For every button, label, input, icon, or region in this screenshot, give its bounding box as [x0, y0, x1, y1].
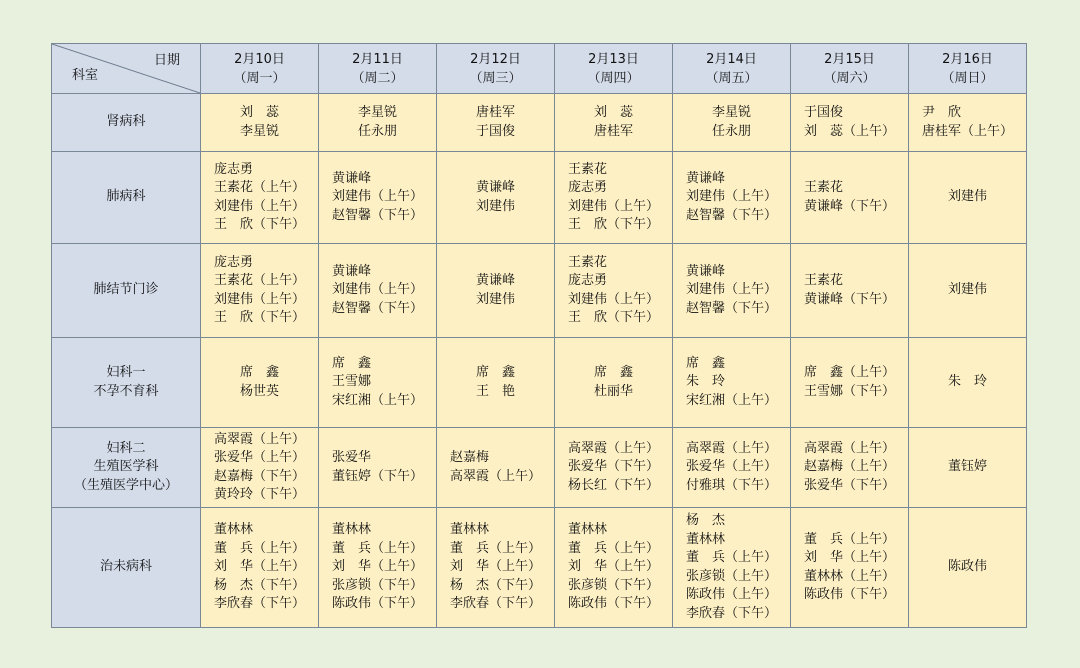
doctor-list: [332, 355, 423, 411]
doctor-entry: 刘建伟（上午）: [685, 282, 777, 298]
doctor-entry: 杨 杰（下午）: [213, 577, 305, 593]
department-name: [52, 152, 201, 244]
day-date: 2月11日: [352, 51, 403, 67]
doctor-entry: 李欣春（下午）: [685, 605, 777, 621]
doctor-list: [214, 431, 305, 505]
department-name-lines: [106, 188, 145, 207]
doctor-list: [686, 263, 777, 319]
schedule-cell: [437, 428, 555, 508]
doctor-entry: 于国俊: [803, 105, 843, 120]
doctor-entry: 黄谦峰（下午）: [803, 198, 895, 214]
schedule-cell: [791, 508, 909, 628]
schedule-cell: [319, 338, 437, 428]
schedule-cell: [201, 94, 319, 152]
schedule-cell: [909, 428, 1027, 508]
doctor-entry: 刘 华（上午）: [449, 559, 541, 575]
doctor-entry: 刘建伟（上午）: [567, 198, 659, 214]
doctor-entry: 赵智馨（下午）: [331, 207, 423, 223]
doctor-entry: 刘建伟（上午）: [213, 198, 305, 214]
schedule-cell: [319, 244, 437, 338]
doctor-entry: 王素花: [567, 254, 607, 270]
doctor-entry: 赵嘉梅（上午）: [803, 459, 895, 475]
doctor-entry: 唐桂军: [593, 123, 633, 139]
department-name-line: 不孕不育科: [93, 383, 159, 399]
schedule-cell: [673, 338, 791, 428]
doctor-entry: 刘 华（上午）: [213, 559, 305, 575]
doctor-entry: 李欣春（下午）: [213, 596, 305, 612]
doctor-entry: 王 欣（下午）: [213, 310, 305, 325]
doctor-entry: 庞志勇: [213, 254, 253, 270]
department-row: [52, 152, 1027, 244]
doctor-entry: 杨世英: [239, 383, 279, 399]
day-header: [437, 44, 555, 94]
day-weekday: （周四）: [587, 70, 640, 86]
schedule-cell: [201, 508, 319, 628]
doctor-entry: 任永朋: [357, 123, 397, 139]
doctor-entry: 董林林: [449, 522, 489, 538]
doctor-entry: 庞志勇: [567, 273, 607, 288]
department-name: [52, 428, 201, 508]
department-row: [52, 428, 1027, 508]
doctor-entry: 董 兵（上午）: [449, 540, 541, 556]
schedule-cell: [201, 428, 319, 508]
doctor-entry: 黄谦峰: [331, 263, 371, 279]
department-name-line: 妇科一: [106, 365, 146, 380]
doctor-entry: 赵智馨（下午）: [685, 300, 777, 316]
doctor-entry: 尹 欣: [921, 105, 961, 120]
day-date: 2月13日: [588, 51, 639, 67]
schedule-cell: [791, 152, 909, 244]
doctor-list: [240, 104, 279, 141]
day-weekday: （周三）: [469, 70, 522, 86]
doctor-list: [948, 373, 987, 392]
day-header: [555, 44, 673, 94]
doctor-list: [804, 179, 895, 216]
doctor-entry: 席 鑫: [475, 365, 515, 380]
doctor-list: [240, 364, 279, 401]
doctor-entry: 席 鑫: [239, 365, 279, 380]
doctor-entry: 董林林: [685, 531, 725, 547]
doctor-entry: 庞志勇: [213, 161, 253, 177]
department-name-line: 妇科二: [106, 440, 146, 456]
doctor-entry: 王 欣（下午）: [213, 217, 305, 232]
schedule-cell: [319, 428, 437, 508]
department-name-lines: [100, 558, 152, 577]
schedule-cell: [319, 508, 437, 628]
doctor-entry: 赵嘉梅（下午）: [213, 468, 305, 484]
department-row: [52, 338, 1027, 428]
doctor-entry: 黄谦峰: [685, 263, 725, 279]
doctor-list: [804, 364, 895, 401]
doctor-entry: 高翠霞（上午）: [685, 440, 777, 456]
schedule-cell: [319, 152, 437, 244]
doctor-entry: 黄谦峰（下午）: [803, 291, 895, 307]
department-name: [52, 244, 201, 338]
doctor-list: [450, 521, 541, 614]
date-column-label: 日期: [153, 53, 180, 68]
doctor-list: [594, 104, 633, 141]
doctor-entry: 陈政伟（上午）: [685, 587, 777, 602]
schedule-cell: [673, 152, 791, 244]
doctor-entry: 张彦锁（上午）: [685, 568, 777, 584]
doctor-entry: 席 鑫: [331, 355, 371, 371]
doctor-list: [568, 254, 659, 328]
doctor-entry: 刘 蕊: [593, 105, 633, 120]
doctor-entry: 董 兵（上午）: [803, 531, 895, 547]
schedule-cell: [201, 244, 319, 338]
schedule-cell: [909, 94, 1027, 152]
doctor-entry: 董钰婷（下午）: [331, 468, 423, 484]
day-date: 2月16日: [942, 51, 993, 67]
department-row: [52, 94, 1027, 152]
doctor-entry: 李星锐: [239, 123, 279, 139]
schedule-cell: [437, 338, 555, 428]
doctor-entry: 黄谦峰: [475, 180, 515, 195]
doctor-entry: 高翠霞（上午）: [803, 440, 895, 456]
schedule-cell: [909, 338, 1027, 428]
schedule-cell: [909, 244, 1027, 338]
doctor-entry: 刘建伟（上午）: [331, 282, 423, 298]
doctor-list: [568, 440, 659, 496]
doctor-entry: 董钰婷: [947, 459, 987, 475]
doctor-list: [332, 263, 423, 319]
schedule-cell: [319, 94, 437, 152]
doctor-entry: 朱 玲: [947, 374, 987, 390]
doctor-entry: 王素花: [803, 180, 843, 195]
doctor-entry: 张爱华（上午）: [213, 450, 305, 465]
doctor-entry: 王素花: [567, 161, 607, 177]
doctor-entry: 黄谦峰: [685, 170, 725, 186]
department-name-line: 肺病科: [106, 189, 146, 205]
doctor-entry: 刘 蕊（上午）: [803, 123, 895, 139]
doctor-entry: 王 欣（下午）: [567, 217, 659, 232]
schedule-cell: [201, 338, 319, 428]
doctor-list: [476, 179, 515, 216]
department-name-lines: [74, 440, 178, 496]
doctor-list: [804, 104, 895, 141]
doctor-entry: 刘建伟: [475, 198, 515, 214]
doctor-entry: 张爱华（下午）: [803, 477, 895, 493]
department-name-line: （生殖医学中心）: [73, 477, 178, 493]
doctor-list: [332, 449, 423, 486]
doctor-entry: 刘建伟: [475, 291, 515, 307]
doctor-entry: 陈政伟（下午）: [331, 596, 423, 612]
doctor-list: [686, 355, 777, 411]
schedule-cell: [555, 428, 673, 508]
doctor-entry: 刘 华（上午）: [803, 550, 895, 565]
schedule-cell: [673, 508, 791, 628]
doctor-entry: 刘建伟: [947, 189, 987, 205]
schedule-cell: [437, 244, 555, 338]
schedule-cell: [791, 244, 909, 338]
doctor-entry: 席 鑫（上午）: [803, 365, 895, 380]
doctor-entry: 高翠霞（上午）: [567, 440, 659, 456]
doctor-entry: 唐桂军: [475, 105, 515, 120]
doctor-list: [804, 440, 895, 496]
doctor-entry: 王雪娜（下午）: [803, 383, 895, 399]
department-name-lines: [106, 113, 145, 132]
doctor-list: [804, 531, 895, 605]
schedule-cell: [791, 338, 909, 428]
doctor-entry: 王素花（上午）: [213, 180, 305, 195]
doctor-entry: 张爱华: [331, 450, 371, 465]
doctor-entry: 唐桂军（上午）: [921, 123, 1013, 139]
doctor-list: [332, 170, 423, 226]
doctor-entry: 于国俊: [475, 123, 515, 139]
doctor-entry: 高翠霞（上午）: [213, 431, 305, 447]
doctor-list: [450, 449, 541, 486]
doctor-entry: 刘 华（上午）: [567, 559, 659, 575]
day-date: 2月15日: [824, 51, 875, 67]
doctor-list: [476, 104, 515, 141]
doctor-entry: 刘建伟（上午）: [331, 189, 423, 205]
schedule-cell: [437, 94, 555, 152]
doctor-list: [686, 512, 777, 623]
department-name: [52, 338, 201, 428]
doctor-entry: 陈政伟（下午）: [803, 587, 895, 602]
doctor-entry: 张彦锁（下午）: [567, 577, 659, 593]
doctor-entry: 黄谦峰: [331, 170, 371, 186]
doctor-list: [214, 254, 305, 328]
doctor-entry: 付雅琪（下午）: [685, 477, 777, 493]
doctor-entry: 杨 杰（下午）: [449, 577, 541, 593]
doctor-list: [686, 440, 777, 496]
doctor-list: [332, 521, 423, 614]
doctor-entry: 刘建伟（上午）: [567, 291, 659, 307]
schedule-cell: [555, 152, 673, 244]
doctor-entry: 黄玲玲（下午）: [213, 487, 305, 502]
duty-schedule-table: [51, 43, 1027, 628]
schedule-cell: [909, 508, 1027, 628]
day-header: [791, 44, 909, 94]
doctor-entry: 张爱华（下午）: [567, 459, 659, 475]
doctor-entry: 任永朋: [711, 123, 751, 139]
day-date: 2月14日: [706, 51, 757, 67]
doctor-list: [948, 188, 987, 207]
doctor-list: [686, 170, 777, 226]
day-weekday: （周日）: [941, 70, 994, 86]
doctor-entry: 董林林: [567, 522, 607, 538]
day-date: 2月12日: [470, 51, 521, 67]
department-name-line: 治未病科: [99, 559, 152, 575]
doctor-entry: 陈政伟（下午）: [567, 596, 659, 612]
doctor-entry: 刘建伟（上午）: [685, 189, 777, 205]
schedule-cell: [791, 94, 909, 152]
schedule-cell: [555, 244, 673, 338]
doctor-entry: 王 欣（下午）: [567, 310, 659, 325]
doctor-entry: 王素花: [803, 273, 843, 288]
doctor-entry: 张彦锁（下午）: [331, 577, 423, 593]
day-header: [319, 44, 437, 94]
doctor-entry: 董 兵（上午）: [213, 540, 305, 556]
doctor-list: [922, 104, 1013, 141]
doctor-entry: 赵智馨（下午）: [685, 207, 777, 223]
doctor-entry: 王素花（上午）: [213, 273, 305, 288]
schedule-cell: [673, 94, 791, 152]
doctor-list: [358, 104, 397, 141]
schedule-cell: [555, 94, 673, 152]
doctor-list: [214, 521, 305, 614]
doctor-entry: 杨长红（下午）: [567, 477, 659, 493]
doctor-entry: 高翠霞（上午）: [449, 468, 541, 484]
doctor-list: [568, 161, 659, 235]
schedule-cell: [201, 152, 319, 244]
doctor-entry: 朱 玲: [685, 374, 725, 390]
doctor-list: [568, 521, 659, 614]
day-weekday: （周二）: [351, 70, 404, 86]
doctor-list: [214, 161, 305, 235]
schedule-cell: [791, 428, 909, 508]
department-name-line: 肺结节门诊: [93, 282, 159, 298]
department-name-line: 生殖医学科: [93, 459, 159, 475]
doctor-entry: 董林林（上午）: [803, 568, 895, 584]
schedule-cell: [673, 244, 791, 338]
doctor-entry: 席 鑫: [685, 355, 725, 371]
doctor-entry: 杜丽华: [593, 383, 633, 399]
doctor-entry: 董 兵（上午）: [567, 540, 659, 556]
doctor-entry: 李欣春（下午）: [449, 596, 541, 612]
schedule-cell: [909, 152, 1027, 244]
schedule-cell: [673, 428, 791, 508]
doctor-entry: 陈政伟: [947, 559, 987, 575]
doctor-entry: 王 艳: [475, 383, 515, 399]
doctor-entry: 赵嘉梅: [449, 450, 489, 465]
doctor-entry: 李星锐: [711, 105, 751, 120]
doctor-entry: 席 鑫: [593, 365, 633, 380]
schedule-cell: [555, 508, 673, 628]
doctor-list: [948, 558, 987, 577]
doctor-list: [712, 104, 751, 141]
schedule-cell: [555, 338, 673, 428]
doctor-entry: 赵智馨（下午）: [331, 300, 423, 316]
corner-header: [52, 44, 201, 94]
doctor-entry: 李星锐: [357, 105, 397, 120]
department-row: [52, 244, 1027, 338]
doctor-entry: 刘 华（上午）: [331, 559, 423, 575]
day-header: [909, 44, 1027, 94]
doctor-entry: 董林林: [213, 522, 253, 538]
doctor-list: [804, 272, 895, 309]
doctor-entry: 宋红湘（上午）: [331, 392, 423, 408]
department-name: [52, 94, 201, 152]
header-row: [52, 44, 1027, 94]
day-weekday: （周五）: [705, 70, 758, 86]
doctor-list: [476, 272, 515, 309]
schedule-body: [52, 44, 1027, 628]
doctor-list: [948, 281, 987, 300]
doctor-entry: 董 兵（上午）: [331, 540, 423, 556]
doctor-entry: 黄谦峰: [475, 273, 515, 288]
department-row: [52, 508, 1027, 628]
doctor-entry: 庞志勇: [567, 180, 607, 195]
department-row-label: 科室: [72, 67, 99, 83]
doctor-list: [948, 458, 987, 477]
doctor-list: [594, 364, 633, 401]
doctor-entry: 王雪娜: [331, 374, 371, 390]
doctor-entry: 刘建伟: [947, 282, 987, 298]
schedule-cell: [437, 152, 555, 244]
day-weekday: （周一）: [233, 70, 286, 86]
doctor-entry: 董 兵（上午）: [685, 550, 777, 565]
schedule-cell: [437, 508, 555, 628]
day-date: 2月10日: [234, 51, 285, 67]
department-name-line: 肾病科: [106, 114, 146, 130]
doctor-entry: 张爱华（上午）: [685, 459, 777, 475]
doctor-entry: 宋红湘（上午）: [685, 392, 777, 408]
doctor-entry: 刘 蕊: [239, 105, 279, 120]
department-name: [52, 508, 201, 628]
doctor-entry: 董林林: [331, 522, 371, 538]
day-header: [673, 44, 791, 94]
department-name-lines: [93, 364, 158, 401]
day-weekday: （周六）: [823, 70, 876, 86]
department-name-lines: [93, 281, 158, 300]
doctor-list: [476, 364, 515, 401]
doctor-entry: 刘建伟（上午）: [213, 291, 305, 307]
day-header: [201, 44, 319, 94]
doctor-entry: 杨 杰: [685, 513, 725, 528]
